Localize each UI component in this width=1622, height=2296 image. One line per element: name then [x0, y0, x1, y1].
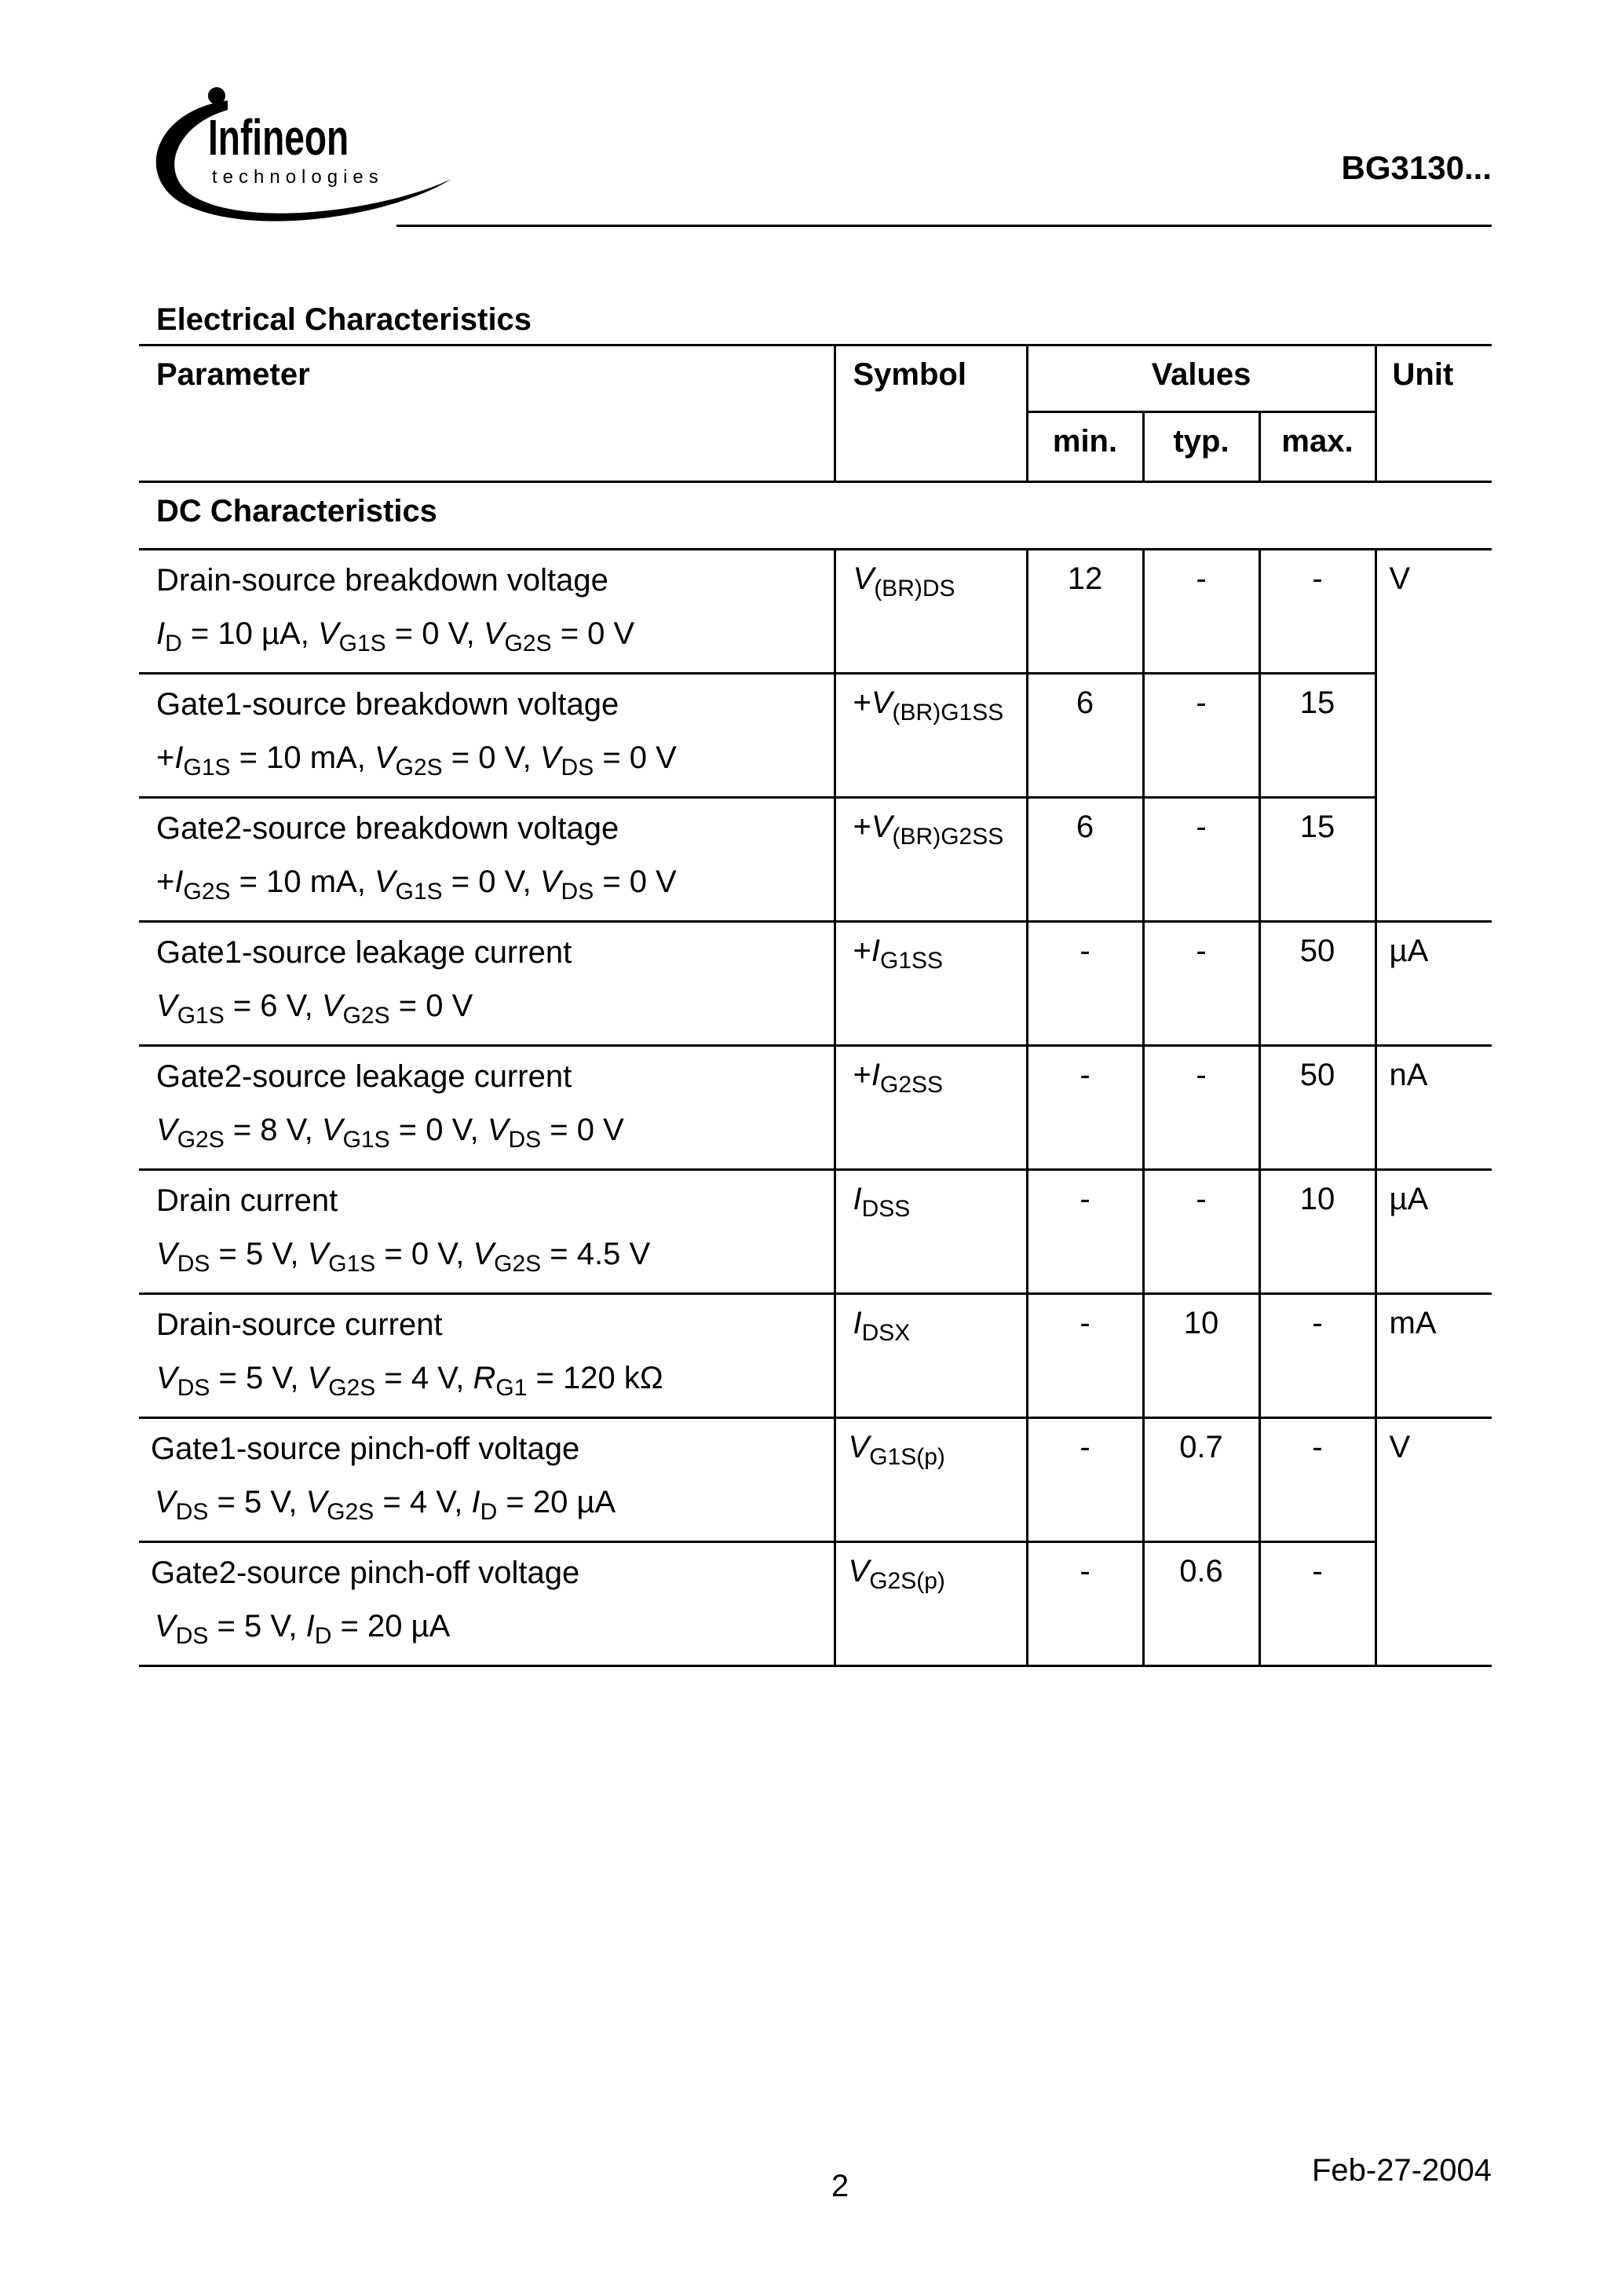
symbol-cell: $+I_{G1SS}$ [835, 922, 1027, 1046]
symbol-cell: $I_{DSX}$ [835, 1294, 1027, 1418]
typ-value: - [1143, 798, 1259, 922]
typ-value: - [1143, 1170, 1259, 1294]
parameter-cell [139, 1170, 835, 1294]
parameter-condition: $+I_{G1S} = 10$ mA, $V_{G2S} = 0$ V, $V_{DS} = 0$ V [156, 740, 677, 781]
unit-value: µA [1375, 1170, 1492, 1294]
table-row [139, 798, 1492, 922]
header-min: min. [1027, 412, 1143, 482]
parameter-condition: $V_{G1S} = 6$ V, $V_{G2S} = 0$ V [156, 989, 473, 1029]
table-row [139, 922, 1492, 1046]
header-unit: Unit [1375, 345, 1492, 482]
parameter-name: Gate2-source breakdown voltage [156, 811, 619, 846]
parameter-cell [139, 674, 835, 798]
max-value: - [1259, 1418, 1375, 1542]
parameter-name: Gate2-source leakage current [156, 1059, 572, 1094]
table-row [139, 1170, 1492, 1294]
symbol-cell: $+I_{G2SS}$ [835, 1046, 1027, 1170]
parameter-cell [139, 798, 835, 922]
symbol-cell: $I_{DSS}$ [835, 1170, 1027, 1294]
group-row [139, 482, 1492, 550]
typ-value: 10 [1143, 1294, 1259, 1418]
max-value: 15 [1259, 674, 1375, 798]
unit-value: nA [1375, 1046, 1492, 1170]
electrical-characteristics-table [139, 344, 1492, 1667]
min-value: 6 [1027, 674, 1143, 798]
symbol-cell: $V_{(BR)DS}$ [835, 550, 1027, 674]
parameter-cell [139, 1542, 835, 1666]
parameter-name: Gate1-source breakdown voltage [156, 687, 619, 722]
max-value: 50 [1259, 1046, 1375, 1170]
logo-tagline: technologies [212, 166, 384, 188]
part-number: BG3130... [1341, 149, 1492, 186]
parameter-condition: $V_{DS} = 5$ V, $V_{G2S} = 4$ V, $R_{G1} = 120$ kΩ [156, 1361, 663, 1401]
symbol-cell: $V_{G2S(p)}$ [835, 1542, 1027, 1666]
parameter-cell [139, 1418, 835, 1542]
header-symbol: Symbol [835, 345, 1027, 482]
table-row [139, 1418, 1492, 1542]
table-row [139, 1046, 1492, 1170]
typ-value: - [1143, 674, 1259, 798]
symbol-cell: $+V_{(BR)G2SS}$ [835, 798, 1027, 922]
typ-value: - [1143, 922, 1259, 1046]
max-value: 10 [1259, 1170, 1375, 1294]
unit-value: V [1375, 550, 1492, 922]
header-values: Values [1027, 345, 1375, 412]
page-number: 2 [831, 2169, 849, 2203]
max-value: 50 [1259, 922, 1375, 1046]
parameter-cell [139, 1294, 835, 1418]
min-value: - [1027, 922, 1143, 1046]
table-row [139, 550, 1492, 674]
header-typ: typ. [1143, 412, 1259, 482]
parameter-name: Gate2-source pinch-off voltage [151, 1556, 580, 1590]
parameter-condition: $V_{DS} = 5$ V, $V_{G2S} = 4$ V, $I_D = 20$ µA [155, 1485, 616, 1525]
parameter-condition: $I_D = 10$ µA, $V_{G1S} = 0$ V, $V_{G2S} = 0$ V [156, 616, 635, 656]
typ-value: 0.6 [1143, 1542, 1259, 1666]
table-row [139, 1542, 1492, 1666]
min-value: - [1027, 1294, 1143, 1418]
parameter-name: Drain-source breakdown voltage [156, 563, 608, 598]
revision-date: Feb-27-2004 [1311, 2153, 1492, 2188]
header-parameter: Parameter [139, 345, 835, 482]
parameter-cell [139, 922, 835, 1046]
min-value: - [1027, 1046, 1143, 1170]
max-value: - [1259, 550, 1375, 674]
min-value: 12 [1027, 550, 1143, 674]
symbol-cell: $V_{G1S(p)}$ [835, 1418, 1027, 1542]
header-max: max. [1259, 412, 1375, 482]
unit-value: µA [1375, 922, 1492, 1046]
parameter-name: Gate1-source leakage current [156, 935, 572, 970]
typ-value: - [1143, 1046, 1259, 1170]
section-title: Electrical Characteristics [156, 302, 532, 337]
typ-value: 0.7 [1143, 1418, 1259, 1542]
table-header-row [139, 345, 1492, 412]
parameter-condition: $V_{DS} = 5$ V, $V_{G1S} = 0$ V, $V_{G2S} = 4.5$ V [156, 1237, 651, 1277]
header-rule [396, 225, 1492, 227]
unit-value: V [1375, 1418, 1492, 1666]
parameter-condition: $V_{G2S} = 8$ V, $V_{G1S} = 0$ V, $V_{DS} = 0$ V [156, 1113, 624, 1153]
max-value: - [1259, 1542, 1375, 1666]
parameter-name: Gate1-source pinch-off voltage [151, 1431, 580, 1466]
min-value: - [1027, 1542, 1143, 1666]
min-value: 6 [1027, 798, 1143, 922]
parameter-cell [139, 550, 835, 674]
parameter-cell [139, 1046, 835, 1170]
parameter-condition: $V_{DS} = 5$ V, $I_D = 20$ µA [155, 1609, 451, 1649]
parameter-name: Drain current [156, 1183, 338, 1218]
logo-wordmark: Infineon [208, 109, 349, 166]
group-title: DC Characteristics [139, 482, 1492, 550]
symbol-cell: $+V_{(BR)G1SS}$ [835, 674, 1027, 798]
table-row [139, 674, 1492, 798]
parameter-condition: $+I_{G2S} = 10$ mA, $V_{G1S} = 0$ V, $V_{DS} = 0$ V [156, 865, 677, 905]
max-value: - [1259, 1294, 1375, 1418]
unit-value: mA [1375, 1294, 1492, 1418]
max-value: 15 [1259, 798, 1375, 922]
table-row [139, 1294, 1492, 1418]
parameter-name: Drain-source current [156, 1307, 443, 1342]
typ-value: - [1143, 550, 1259, 674]
min-value: - [1027, 1170, 1143, 1294]
min-value: - [1027, 1418, 1143, 1542]
